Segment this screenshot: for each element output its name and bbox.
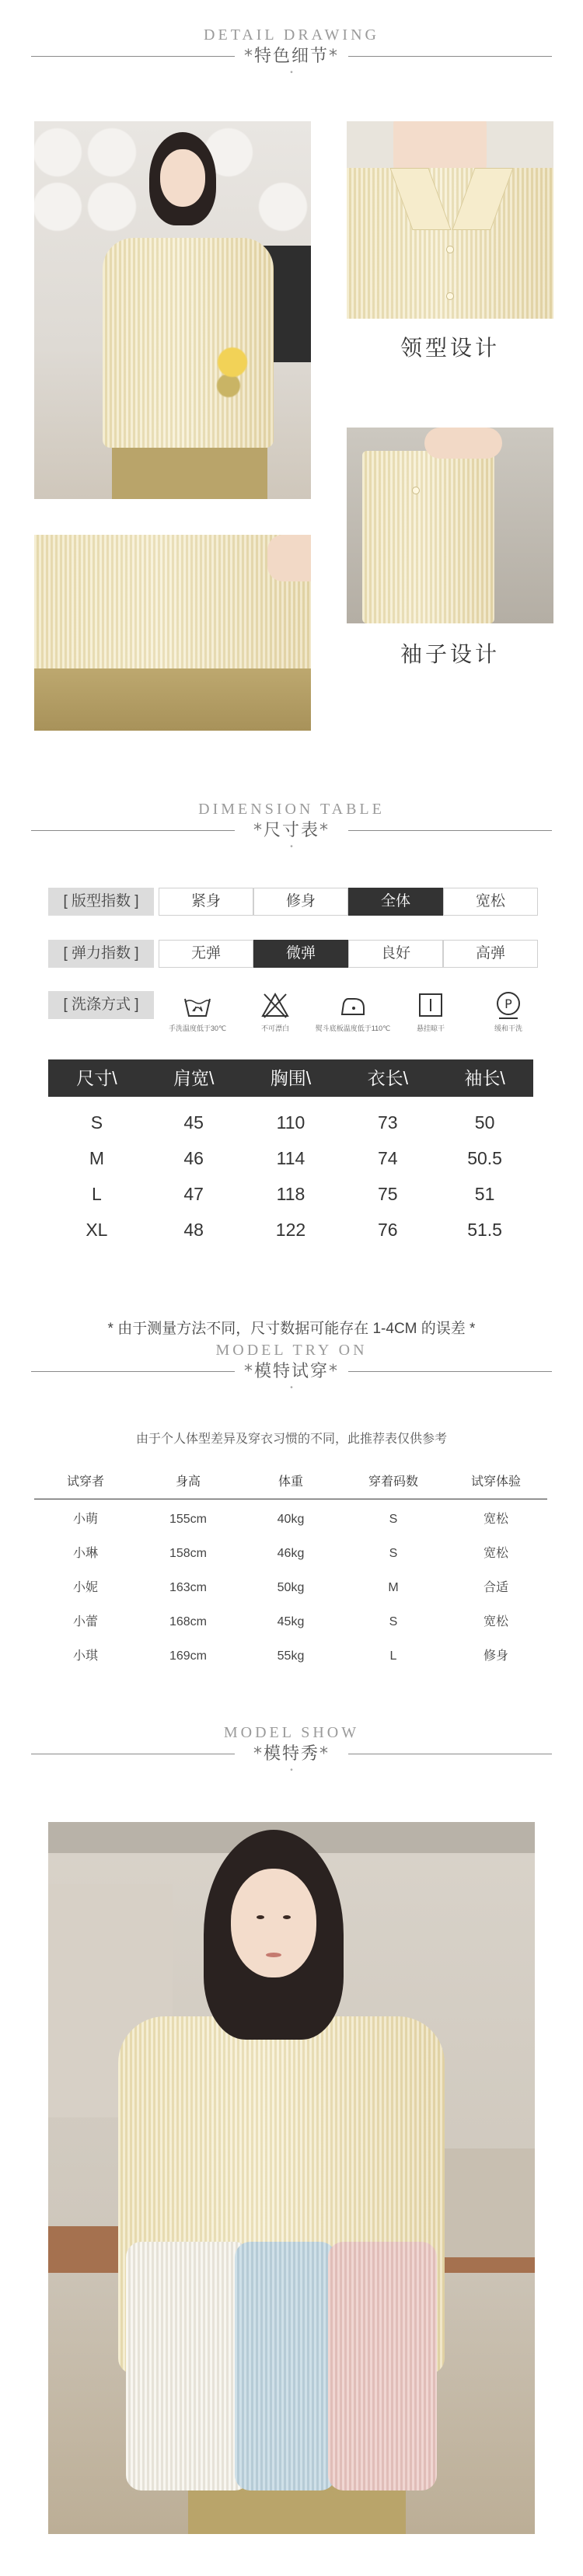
- detail-main-photo: [34, 121, 311, 499]
- dimension-section-header: DIMENSION TABLE *尺寸表* •: [0, 801, 583, 851]
- hand-wash-icon: [159, 989, 236, 1021]
- table-row: XL 48 122 76 51.5: [86, 1220, 502, 1240]
- fit-index-row: [48, 888, 538, 916]
- model-show-section-header: MODEL SHOW *模特秀* •: [0, 1724, 583, 1775]
- divider-left: [31, 1371, 235, 1372]
- table-row: 小琪 169cm 55kg L 修身: [72, 1649, 508, 1663]
- fit-option: 紧身: [159, 888, 253, 916]
- column-header: 体重: [278, 1475, 303, 1489]
- model-show-photo: [48, 1822, 535, 2534]
- stretch-index-label: [ 弹力指数 ]: [48, 940, 154, 968]
- hem-detail-photo: [34, 535, 311, 731]
- model-table-header: [34, 1465, 547, 1499]
- wash-method-label: [ 洗涤方式 ]: [48, 991, 154, 1019]
- column-header: 身高: [175, 1475, 201, 1489]
- table-row: 小妮 163cm 50kg M 合适: [72, 1581, 508, 1594]
- model-try-intro: 由于个人体型差异及穿衣习惯的不同，此推荐表仅供参考: [135, 1433, 447, 1446]
- detail-section-header: DETAIL DRAWING *特色细节* •: [0, 26, 583, 77]
- divider-left: [31, 830, 235, 831]
- caption-sleeve: 袖子设计: [400, 643, 500, 667]
- table-row: 小琳 158cm 46kg S 宽松: [72, 1547, 508, 1560]
- wash-item: P 缓和干洗: [470, 989, 547, 1033]
- section-title-cn: *模特试穿*: [239, 1361, 344, 1382]
- table-row: M 46 114 74 50.5: [89, 1148, 502, 1168]
- divider-right: [348, 830, 552, 831]
- measurement-note: * 由于测量方法不同，尺寸数据可能存在 1-4CM 的误差 *: [107, 1321, 476, 1337]
- table-row: 小蕾 168cm 45kg S 宽松: [72, 1615, 508, 1628]
- fit-index-label: [ 版型指数 ]: [48, 888, 154, 916]
- table-row: S 45 110 73 50: [90, 1112, 495, 1133]
- column-header: 胸围\: [270, 1068, 312, 1088]
- table-row: L 47 118 75 51: [92, 1184, 495, 1204]
- stretch-option: 无弹: [159, 940, 253, 968]
- fit-option-selected: 全体: [348, 888, 443, 916]
- section-title-en: MODEL TRY ON: [215, 1342, 368, 1359]
- stretch-option: 高弹: [443, 940, 538, 968]
- section-title-en: MODEL SHOW: [223, 1724, 360, 1741]
- table-row: 小萌 155cm 40kg S 宽松: [72, 1513, 508, 1526]
- column-header: 尺寸\: [76, 1068, 117, 1088]
- stretch-option: 良好: [348, 940, 443, 968]
- wash-item: 手洗温度低于30℃: [159, 989, 236, 1033]
- section-title-en: DETAIL DRAWING: [204, 26, 379, 44]
- size-table: [48, 1059, 533, 1248]
- wash-item: 不可漂白: [236, 989, 314, 1033]
- fit-option: 修身: [253, 888, 348, 916]
- stretch-index-row: [48, 940, 538, 968]
- svg-text:P: P: [504, 997, 512, 1011]
- wash-item: 悬挂晾干: [392, 989, 470, 1033]
- sleeve-detail-photo: [347, 428, 553, 623]
- divider-left: [31, 56, 235, 57]
- divider-right: [348, 1371, 552, 1372]
- section-title-cn: *特色细节*: [239, 46, 344, 67]
- fit-option: 宽松: [443, 888, 538, 916]
- iron-icon: [314, 989, 392, 1021]
- wash-method-row: [48, 989, 547, 1033]
- section-title-cn: *尺寸表*: [249, 820, 334, 841]
- column-header: 袖长\: [464, 1068, 505, 1088]
- section-title-cn: *模特秀*: [249, 1744, 334, 1764]
- column-header: 肩宽\: [173, 1068, 215, 1088]
- divider-right: [348, 56, 552, 57]
- size-table-header: [48, 1059, 533, 1097]
- wash-item: 熨斗底板温度低于110℃: [314, 989, 392, 1033]
- section-title-en: DIMENSION TABLE: [198, 801, 385, 818]
- dry-clean-icon: [470, 989, 547, 1021]
- model-try-table: [34, 1465, 547, 1674]
- column-header: 试穿者: [66, 1475, 104, 1489]
- column-header: 穿着码数: [368, 1475, 418, 1489]
- no-bleach-icon: [236, 989, 314, 1021]
- stretch-option-selected: 微弹: [253, 940, 348, 968]
- column-header: 试穿体验: [470, 1475, 521, 1489]
- line-dry-icon: [392, 989, 470, 1021]
- model-try-section-header: MODEL TRY ON *模特试穿* •: [0, 1342, 583, 1392]
- collar-detail-photo: [347, 121, 553, 319]
- column-header: 衣长\: [367, 1068, 408, 1088]
- caption-collar: 领型设计: [400, 337, 500, 361]
